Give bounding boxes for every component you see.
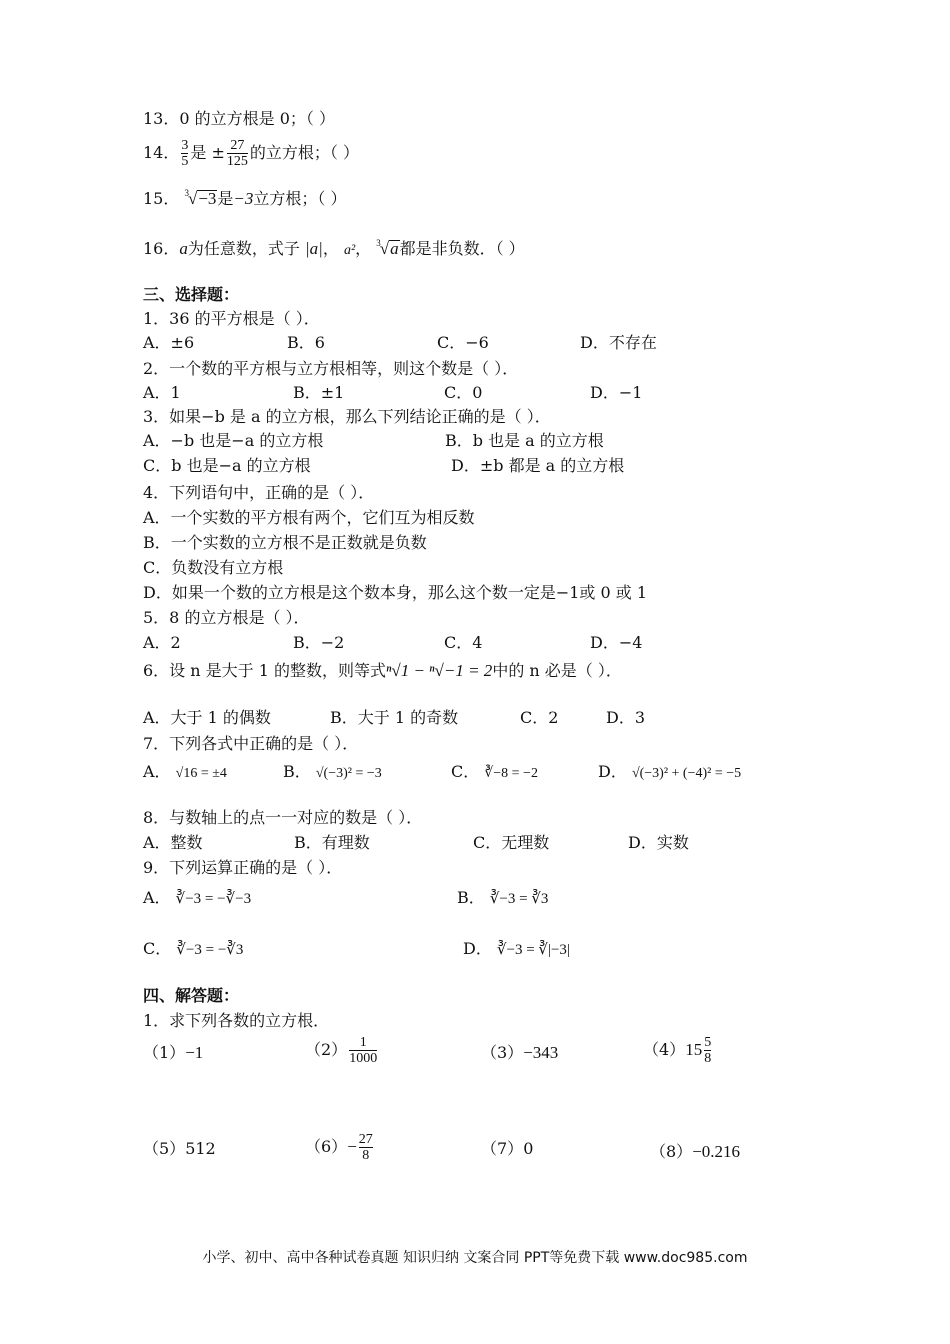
q15-tail: 立方根；（ ）: [253, 189, 347, 208]
choice-7-option-c: C． ∛−8 = −2: [451, 762, 538, 781]
choice-1-option-b: B．6: [287, 333, 325, 352]
q14-tail: 的立方根；（ ）: [249, 143, 359, 162]
choice-7-question: 7．下列各式中正确的是（ ）．: [143, 734, 359, 753]
q14-mid: 是 ±: [190, 143, 225, 162]
answer-1-part-8: （8）−0.216: [650, 1142, 741, 1161]
choice-3-option-d: D．±b 都是 a 的立方根: [451, 456, 625, 475]
choice-1-option-a: A．±6: [143, 333, 195, 352]
choice-3-option-a: A．−b 也是−a 的立方根: [143, 431, 324, 450]
choice-8-option-b: B．有理数: [294, 833, 370, 852]
choice-6-option-b: B．大于 1 的奇数: [330, 708, 459, 727]
choice-5-option-a: A．2: [143, 633, 181, 652]
choice-5-question: 5．8 的立方根是（ ）．: [143, 608, 310, 627]
choice-9-option-a: A． ∛−3 = −∛−3: [143, 888, 252, 907]
choice-4-option-a: A．一个实数的平方根有两个，它们互为相反数: [143, 508, 475, 527]
question-13: 13．0 的立方根是 0；（ ）: [143, 109, 335, 128]
answer-1-part-4: （4）15 $\frac{5}{8}$: [643, 1035, 712, 1066]
choice-2-option-d: D．−1: [590, 383, 643, 402]
choice-6-option-c: C．2: [520, 708, 559, 727]
choice-1-option-c: C．−6: [437, 333, 489, 352]
q15-mid: 是: [217, 189, 234, 208]
answer-1-part-7: （7）0: [481, 1139, 534, 1158]
page-footer: 小学、初中、高中各种试卷真题 知识归纳 文案合同 PPT等免费下载 www.doc985.com: [202, 1250, 748, 1266]
q14-fraction-1: $\frac{3}{5}$: [181, 138, 189, 169]
q14-fraction-2: $\frac{27}{125}$: [226, 138, 248, 169]
choice-9-option-c: C． ∛−3 = −∛3: [143, 939, 244, 958]
choice-4-question: 4．下列语句中，正确的是（ ）．: [143, 483, 375, 502]
choice-1-question: 1．36 的平方根是（ ）．: [143, 309, 320, 328]
choice-2-option-b: B．±1: [293, 383, 345, 402]
q16-number: 16．: [143, 239, 180, 258]
choice-8-option-d: D．实数: [628, 833, 689, 852]
question-15: [143, 188, 347, 212]
q16-square: a²: [343, 243, 356, 258]
q16-abs: |a|: [304, 239, 323, 258]
choice-3-option-b: B．b 也是 a 的立方根: [445, 431, 604, 450]
choice-2-question: 2．一个数的平方根与立方根相等，则这个数是（ ）．: [143, 359, 519, 378]
choice-6-equation: ⁿ√1 − ⁿ√−1 = 2: [386, 661, 493, 680]
choice-9-option-b: B． ∛−3 = ∛3: [457, 888, 549, 907]
answer-1-question: 1．求下列各数的立方根．: [143, 1011, 330, 1030]
choice-7-option-d: D． √(−3)² + (−4)² = −5: [598, 762, 742, 781]
q15-value: −3: [233, 189, 254, 208]
choice-9-question: 9．下列运算正确的是（ ）．: [143, 858, 343, 877]
q15-number: 15．: [143, 189, 180, 208]
choice-8-option-c: C．无理数: [473, 833, 550, 852]
choice-4-option-d: D．如果一个数的立方根是这个数本身，那么这个数一定是−1或 0 或 1: [143, 583, 648, 602]
choice-2-option-a: A．1: [143, 383, 181, 402]
question-16: 16．a为任意数，式子 |a|， a²， $^3$√a都是非负数．（ ）: [143, 238, 525, 258]
choice-6-question: [143, 660, 622, 682]
answer-1-part-2: （2） $\frac{1}{1000}$: [305, 1035, 378, 1066]
choice-3-question: 3．如果−b 是 a 的立方根，那么下列结论正确的是（ ）．: [143, 407, 551, 426]
choice-7-option-b: B． √(−3)² = −3: [283, 762, 382, 781]
choice-5-option-c: C．4: [444, 633, 483, 652]
answer-1-part-3: （3）−343: [481, 1043, 559, 1062]
choice-9-option-d: D． ∛−3 = ∛|−3|: [463, 939, 570, 958]
q16-mid: 为任意数，式子: [187, 239, 300, 258]
answer-1-part-1: （1）−1: [143, 1043, 204, 1062]
choice-6-post: 中的 n 必是（ ）．: [492, 661, 622, 680]
choice-4-option-c: C．负数没有立方根: [143, 558, 284, 577]
question-14: [143, 138, 359, 169]
choice-1-option-d: D．不存在: [580, 333, 657, 352]
q16-tail: 都是非负数．（ ）: [399, 239, 525, 258]
choice-6-pre: 6．设 n 是大于 1 的整数，则等式: [143, 661, 387, 680]
answer-1-part-5: （5）512: [143, 1139, 216, 1158]
choice-5-option-b: B．−2: [293, 633, 345, 652]
choice-6-option-a: A．大于 1 的偶数: [143, 708, 271, 727]
choice-5-option-d: D．−4: [590, 633, 643, 652]
q16-var: a: [179, 239, 188, 258]
choice-8-option-a: A．整数: [143, 833, 203, 852]
q14-number: 14．: [143, 143, 180, 162]
choice-4-option-b: B．一个实数的立方根不是正数就是负数: [143, 533, 427, 552]
section-3-heading: 三、选择题：: [143, 285, 240, 304]
choice-2-option-c: C．0: [444, 383, 483, 402]
q16-root: $^3$√a: [376, 238, 399, 258]
choice-8-question: 8．与数轴上的点一一对应的数是（ ）．: [143, 808, 423, 827]
choice-7-option-a: A． √16 = ±4: [143, 762, 227, 781]
q15-radical: $^3$√−3: [184, 188, 217, 208]
choice-6-option-d: D．3: [606, 708, 646, 727]
section-4-heading: 四、解答题：: [143, 986, 240, 1005]
answer-1-part-6: （6）− $\frac{27}{8}$: [305, 1132, 373, 1163]
choice-3-option-c: C．b 也是−a 的立方根: [143, 456, 311, 475]
